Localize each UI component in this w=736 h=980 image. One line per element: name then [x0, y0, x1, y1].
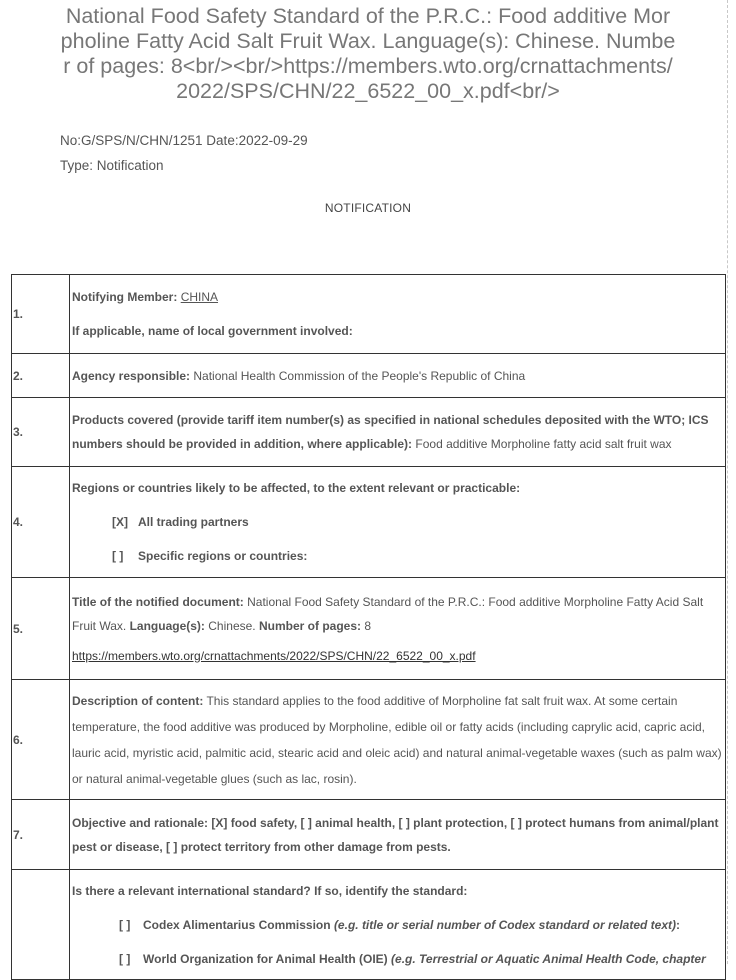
notification-table — [11, 274, 726, 980]
checkbox-unchecked: [ ] — [119, 952, 131, 966]
pages-label: Number of pages: — [258, 618, 361, 633]
checkbox-unchecked: [ ] — [112, 549, 124, 563]
objective-rationale: Objective and rationale: [X] food safety, [ ] animal health, [ ] plant protection, [ ] protect humans from animal/plant pest or disease, [ ] protect territory from other damage from pests. — [70, 800, 726, 870]
option-label: World Organization for Animal Health (OIE) — [143, 952, 388, 966]
checkbox-unchecked: [ ] — [119, 918, 131, 932]
description-label: Description of content: — [72, 693, 204, 708]
row-number: 6. — [12, 680, 70, 800]
notifying-member-value: CHINA — [180, 290, 219, 304]
regions-label: Regions or countries likely to be affected, to the extent relevant or practicable: — [72, 481, 521, 495]
agency-label: Agency responsible: — [72, 368, 191, 383]
table-row — [12, 800, 726, 870]
document-link[interactable]: https://members.wto.org/crnattachments/2022/SPS/CHN/22_6522_00_x.pdf — [72, 648, 476, 663]
products-label: Products covered (provide tariff item number(s) as specified in national schedules deposited with the WTO; ICS numbers should be provided in addition, where applicable): — [72, 413, 709, 451]
table-row — [12, 354, 726, 398]
language-label: Language(s): — [129, 618, 205, 633]
international-standard-question: Is there a relevant international standard? If so, identify the standard: — [72, 884, 468, 898]
row-number: 2. — [12, 354, 70, 398]
row-content — [70, 275, 726, 354]
local-government-label: If applicable, name of local government involved: — [72, 324, 353, 338]
page-title: National Food Safety Standard of the P.R.C.: Food additive Morpholine Fatty Acid Salt Fruit Wax. Language(s): Chinese. Number of pages: 8<br/><br/>https://members.wto.org/crnattachments/2022/SPS/CHN/22_6522_00_x.pdf<br/> — [60, 4, 676, 103]
table-row — [12, 467, 726, 578]
page-right-border — [727, 0, 728, 964]
option-specific-regions — [72, 544, 725, 568]
option-hint: (e.g. title or serial number of Codex standard or related text) — [333, 918, 677, 932]
table-row — [12, 680, 726, 800]
row-content — [70, 354, 726, 398]
row-content — [70, 680, 726, 800]
option-label: Specific regions or countries: — [138, 549, 308, 563]
document-title-value: National Food Safety Standard of the P.R.C.: Food additive Morpholine Fatty Acid Salt Fruit Wax. — [72, 594, 704, 633]
option-all-trading-partners — [72, 510, 725, 534]
row-content — [70, 398, 726, 467]
notifying-member — [72, 285, 725, 309]
notification-number-date: No:G/SPS/N/CHN/1251 Date:2022-09-29 — [60, 133, 308, 148]
row-number: 1. — [12, 275, 70, 354]
checkbox-checked: [X] — [112, 515, 128, 529]
option-codex — [72, 913, 725, 937]
row-number: 4. — [12, 467, 70, 578]
document-title-label: Title of the notified document: — [72, 594, 244, 609]
row-number — [12, 870, 70, 980]
notification-type: Type: Notification — [60, 158, 164, 173]
option-hint: (e.g. Terrestrial or Aquatic Animal Health Code, chapter — [391, 952, 706, 966]
notifying-member-label: Notifying Member: — [72, 290, 178, 304]
row-content — [70, 578, 726, 680]
row-number: 5. — [12, 578, 70, 680]
language-value: Chinese. — [208, 618, 256, 633]
option-label: All trading partners — [138, 515, 249, 529]
agency-value: National Health Commission of the People's Republic of China — [193, 368, 526, 383]
row-content — [70, 870, 726, 980]
row-number: 3. — [12, 398, 70, 467]
products-value: Food additive Morpholine fatty acid salt fruit wax — [415, 437, 672, 451]
row-number: 7. — [12, 800, 70, 870]
notification-heading: NOTIFICATION — [324, 201, 412, 215]
table-row — [12, 870, 726, 980]
pages-value: 8 — [364, 618, 372, 633]
table-row — [12, 275, 726, 354]
option-label: Codex Alimentarius Commission — [143, 918, 331, 932]
table-row — [12, 398, 726, 467]
table-row — [12, 578, 726, 680]
row-content — [70, 467, 726, 578]
description-value: This standard applies to the food additive of Morpholine fat salt fruit wax. At some certain temperature, the food additive was produced by Morpholine, edible oil or fatty acids (including caprylic acid, capric acid, lauric acid, myristic acid, palmitic acid, stearic acid and oleic acid) and natural animal-vegetable waxes (such as palm wax) or natural animal-vegetable glues (such as lac, rosin). — [72, 693, 722, 786]
option-colon: : — [676, 918, 681, 932]
document-title — [72, 590, 725, 638]
option-oie — [72, 947, 725, 971]
